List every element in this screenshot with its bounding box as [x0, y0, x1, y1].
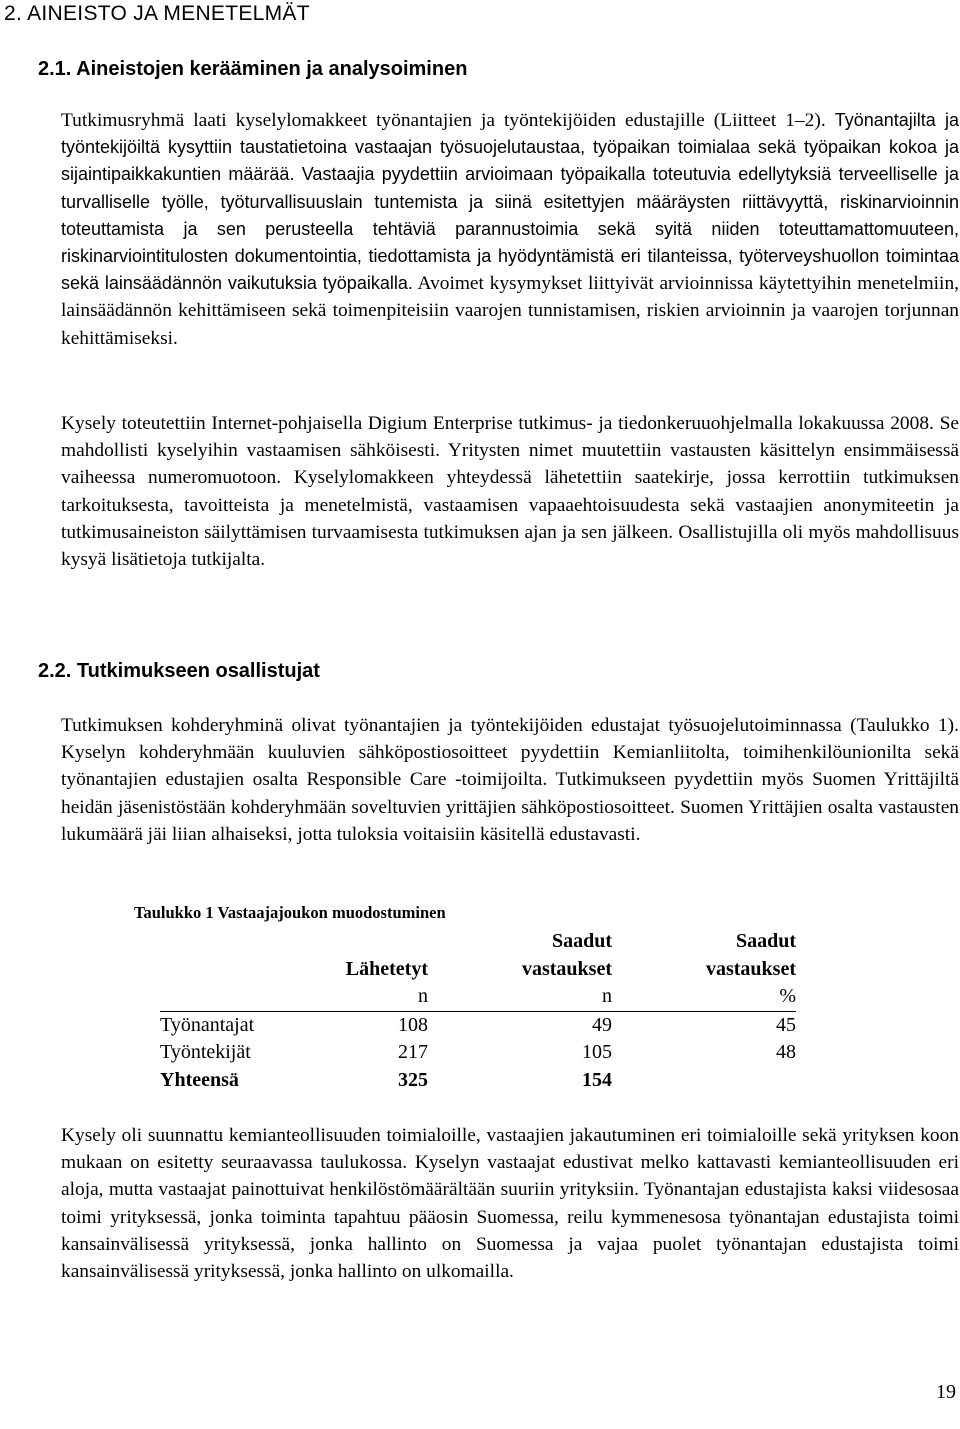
- paragraph-methods-1-end: Avoimet kysymykset liittyivät arvioinnissa käytettyihin menetelmiin, lainsäädännön kehittämiseen sekä toimenpiteisiin vaarojen tunnistamisen, riskien arvioinnin ja vaarojen torjunnan kehittämiseksi.: [61, 273, 959, 349]
- total-cell: [612, 1067, 796, 1095]
- table-row: [160, 1039, 796, 1067]
- section-heading-2-1: 2.1. Aineistojen kerääminen ja analysoiminen: [38, 58, 468, 80]
- header-cell: [336, 928, 428, 956]
- table-row: [160, 1011, 796, 1039]
- header-cell: vastaukset: [705, 957, 796, 980]
- total-cell: 154: [582, 1068, 612, 1091]
- total-label: Yhteensä: [160, 1068, 239, 1091]
- paragraph-methods-2: Kysely toteutettiin Internet-pohjaisella Digium Enterprise tutkimus- ja tiedonkeruuohjelmalla lokakuussa 2008. Se mahdollisti kyselyihin vastaamisen sähköisesti. Yritysten nimet muutettiin vastausten käsittelyn ensimmäisessä vaiheessa numeromuotoon. Kyselylomakkeen yhteydessä lähetettiin saatekirje, jossa kerrottiin tutkimuksen tarkoituksesta, tavoitteista ja menetelmistä, vastaamisen vapaaehtoisuudesta sekä vastaajien anonymiteetin ja tutkimusaineiston säilyttämisen turvaamisesta tutkimuksen ajan ja sen jälkeen. Osallistujilla oli myös mahdollisuus kysyä lisätietoja tutkijalta.: [61, 413, 959, 571]
- respondent-table: [160, 928, 796, 1094]
- header-cell: Lähetetyt: [345, 957, 428, 980]
- unit-cell: %: [612, 983, 796, 1011]
- table-header-row-2: [160, 956, 796, 984]
- row-label: Työnantajat: [160, 1013, 255, 1036]
- section-heading-2-2: 2.2. Tutkimukseen osallistujat: [38, 660, 320, 682]
- row-label: Työntekijät: [160, 1041, 251, 1063]
- table-cell: 105: [582, 1041, 612, 1063]
- table-cell: 45: [776, 1013, 796, 1036]
- table-total-row: [160, 1067, 796, 1095]
- paragraph-participants-1: Tutkimuksen kohderyhminä olivat työnantajien ja työntekijöiden edustajat työsuojelutoiminnassa (Taulukko 1). Kyselyn kohderyhmään kuuluvien sähköpostiosoitteet pyydettiin Kemianliitolta, toimihenkilöunionilta sekä työnantajien edustajien osalta Responsible Care -toimijoilta. Tutkimukseen pyydettiin myös Suomen Yrittäjiltä heidän jäsenistöstään kohderyhmään soveltuvien yrittäjien sähköpostiosoitteet. Suomen Yrittäjien osalta vastausten lukumäärä jäi liian alhaiseksi, jotta tuloksia voitaisiin käsitellä edustavasti.: [61, 715, 959, 845]
- header-cell: vastaukset: [521, 957, 612, 980]
- paragraph-participants-2: Kysely oli suunnattu kemianteollisuuden toimialoille, vastaajien jakautuminen eri toimialoille sekä yrityksen koon mukaan on esitetty seuraavassa taulukossa. Kyselyn vastaajat edustivat melko kattavasti kemianteollisuuden eri aloja, mutta vastaajat painottuivat henkilöstömäärältään suuriin yrityksiin. Työnantajan edustajista kaksi viidesosaa toimi yrityksessä, jonka toiminta tapahtuu pääosin Suomessa, reilu kymmenesosa työnantajan edustajista toimi kansainvälisessä yrityksessä, jonka hallinto on Suomessa ja vajaa puolet työnantajan edustajista toimi kansainvälisessä yrityksessä, jonka hallinto on ulkomailla.: [61, 1125, 959, 1283]
- unit-cell: [160, 983, 336, 1011]
- table-cell: 49: [592, 1013, 612, 1036]
- table-cell: 48: [776, 1041, 796, 1063]
- table-unit-row: [160, 983, 796, 1011]
- header-cell: Saadut: [551, 930, 612, 952]
- table-cell: 217: [398, 1041, 428, 1063]
- chapter-heading: 2. AINEISTO JA MENETELMÄT: [4, 2, 310, 25]
- paragraph-methods-1: [61, 107, 959, 352]
- unit-cell: n: [336, 983, 428, 1011]
- table-header-row-1: [160, 928, 796, 956]
- header-cell: [160, 928, 336, 956]
- unit-cell: n: [428, 983, 612, 1011]
- table-caption: Taulukko 1 Vastaajajoukon muodostuminen: [134, 903, 446, 922]
- header-cell: Saadut: [735, 930, 796, 952]
- page-number: 19: [936, 1381, 956, 1403]
- header-cell: [160, 956, 336, 984]
- paragraph-methods-1-intro: Tutkimusryhmä laati kyselylomakkeet työnantajien ja työntekijöiden edustajille (Liitteet 1–2).: [61, 110, 835, 131]
- total-cell: 325: [398, 1068, 428, 1091]
- paragraph-methods-1-body: Työnantajilta ja työntekijöiltä kysyttiin taustatietoina vastaajan työsuojelutaustaa, työpaikan toimialaa sekä työpaikan kokoa ja sijaintipaikkakuntien määrää. Vastaajia pyydettiin arvioimaan työpaikalla toteutuvia edellytyksiä terveelliselle ja turvalliselle työlle, työturvallisuuslain tuntemista ja siinä esitettyjen määräysten riittävyyttä, riskinarvioinnin toteuttamista ja sen perusteella tehtäviä parannustoimia sekä syitä niiden toteuttamattomuuteen, riskinarviointitulosten dokumentointia, tiedottamista ja hyödyntämistä eri tilanteissa, työterveyshuollon toimintaa sekä lainsäädännön vaikutuksia työpaikalla.: [61, 110, 959, 294]
- table-cell: 108: [398, 1013, 428, 1036]
